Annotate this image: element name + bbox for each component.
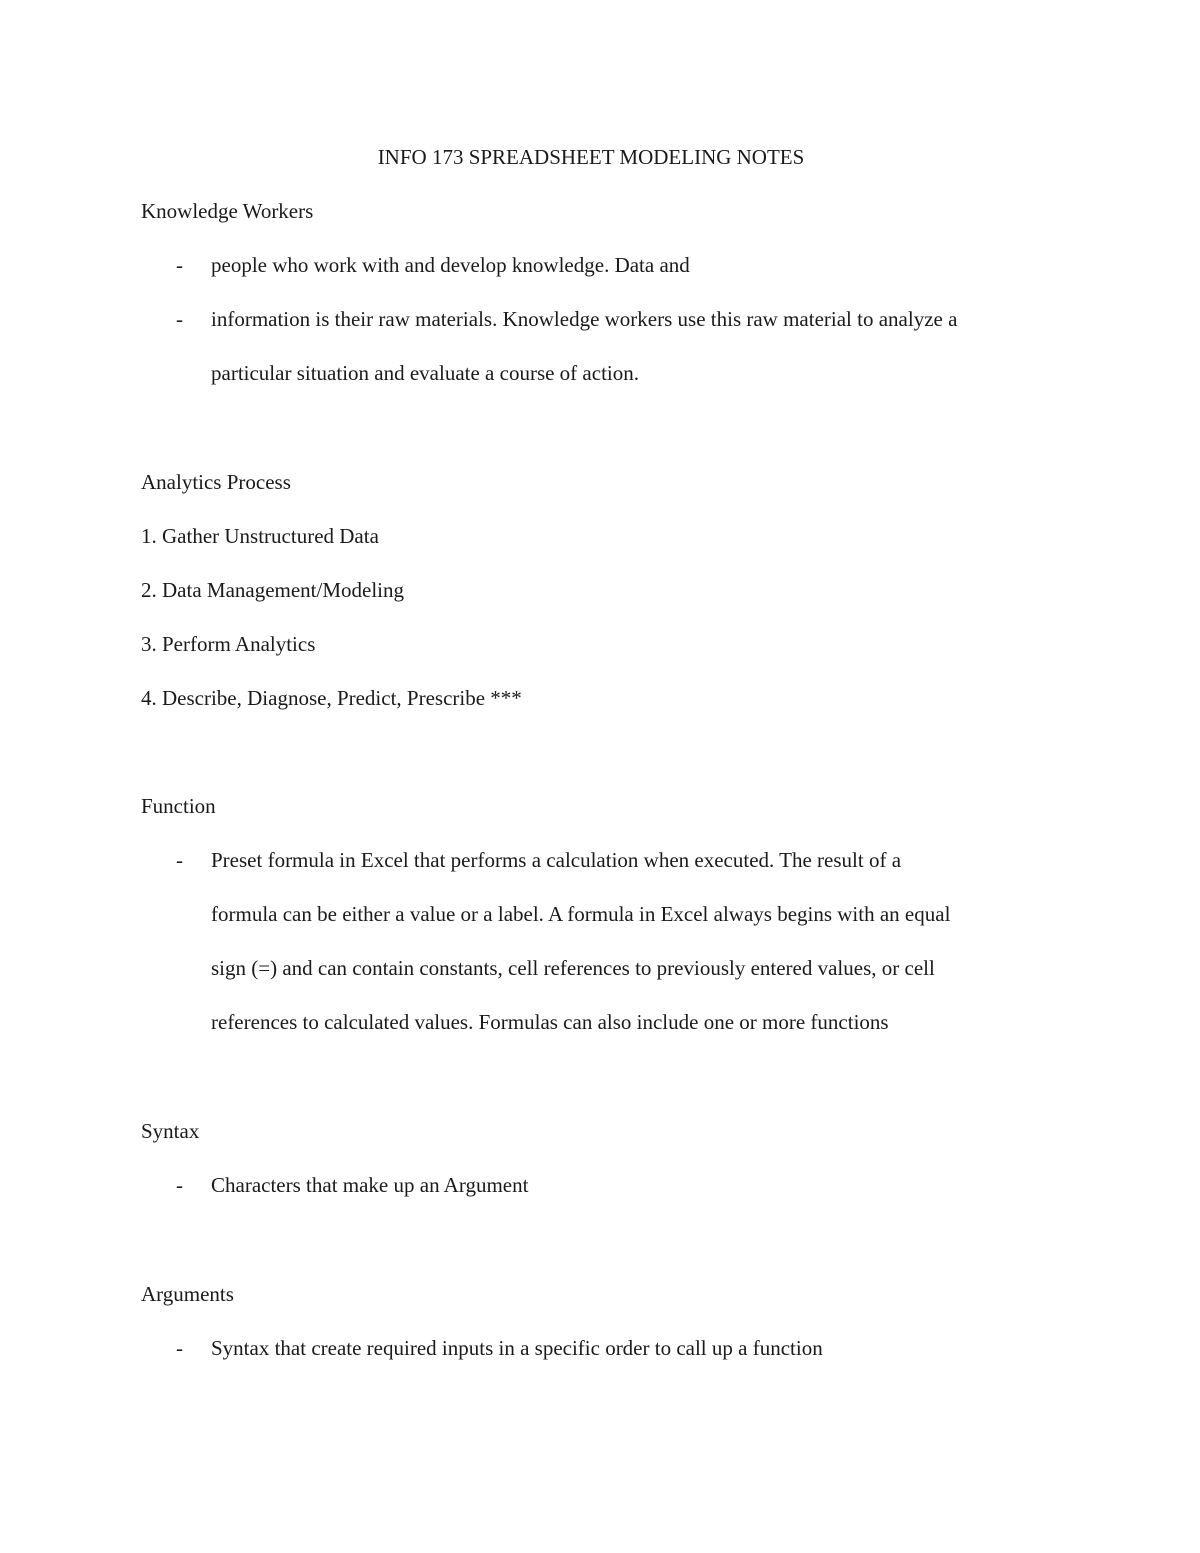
analytics-step-2: 2. Data Management/Modeling <box>141 578 405 602</box>
page-title: INFO 173 SPREADSHEET MODELING NOTES <box>377 145 805 169</box>
analytics-step-4: 4. Describe, Diagnose, Predict, Prescribe *** <box>141 686 522 710</box>
bullet-dash: - <box>176 253 183 277</box>
bullet-dash: - <box>176 307 183 331</box>
knowledge-workers-bullet-2-line-2: particular situation and evaluate a course of action. <box>211 361 639 385</box>
function-text-line-4: references to calculated values. Formulas can also include one or more functions <box>211 1010 889 1034</box>
knowledge-workers-bullet-2-line-1: information is their raw materials. Knowledge workers use this raw material to analyze a <box>211 307 958 331</box>
bullet-dash: - <box>176 1173 183 1197</box>
heading-function: Function <box>141 794 216 818</box>
knowledge-workers-bullet-1: people who work with and develop knowledge. Data and <box>211 253 690 277</box>
heading-knowledge-workers: Knowledge Workers <box>141 199 314 223</box>
analytics-step-3: 3. Perform Analytics <box>141 632 316 656</box>
bullet-dash: - <box>176 1336 183 1360</box>
syntax-bullet: Characters that make up an Argument <box>211 1173 529 1197</box>
analytics-step-1: 1. Gather Unstructured Data <box>141 524 379 548</box>
arguments-bullet: Syntax that create required inputs in a specific order to call up a function <box>211 1336 823 1360</box>
function-text-line-3: sign (=) and can contain constants, cell references to previously entered values, or cell <box>211 956 935 980</box>
heading-analytics-process: Analytics Process <box>141 470 291 494</box>
heading-arguments: Arguments <box>141 1282 234 1306</box>
function-text-line-2: formula can be either a value or a label. A formula in Excel always begins with an equal <box>211 902 951 926</box>
function-text-line-1: Preset formula in Excel that performs a calculation when executed. The result of a <box>211 848 902 872</box>
heading-syntax: Syntax <box>141 1119 200 1143</box>
bullet-dash: - <box>176 848 183 872</box>
